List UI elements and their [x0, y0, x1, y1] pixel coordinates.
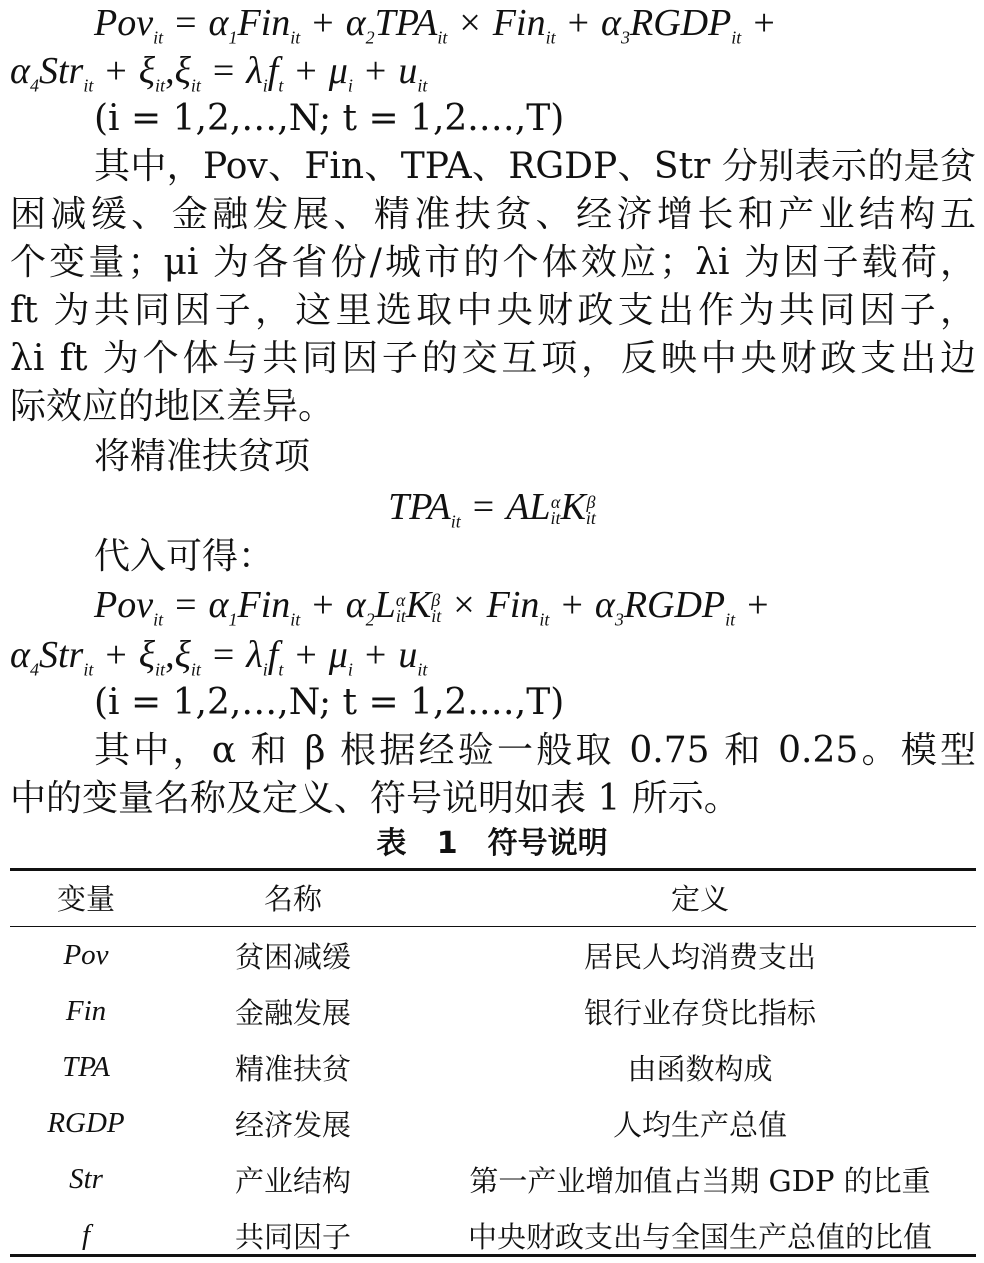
- table-row: [10, 983, 976, 1039]
- cell-variable: RGDP: [47, 1106, 125, 1139]
- table-row: [10, 927, 976, 984]
- table-title: 表 1 符号说明: [376, 826, 608, 861]
- index-range-1: (i = 1,2,…,N; t = 1,2.…,T): [94, 98, 565, 139]
- cell-definition: 由函数构成: [627, 1051, 773, 1086]
- equation-2-line-2: $\alpha_4Str_{it} + \xi_{it},\xi_{it} = \lambda_if_t + \mu_i + u_{it}$: [10, 634, 428, 680]
- symbol-table: [10, 868, 976, 1263]
- paragraph-1-line-6: 际效应的地区差异。: [10, 386, 335, 427]
- paragraph-2-line-1: 其中，α 和 β 根据经验一般取 0.75 和 0.25。模型: [94, 730, 976, 771]
- paragraph-1-line-5: λi ft 为个体与共同因子的交互项，反映中央财政支出边: [10, 338, 976, 379]
- header-name: 名称: [162, 868, 424, 927]
- substitute-text: 代入可得：: [94, 536, 275, 577]
- cell-definition: 人均生产总值: [612, 1107, 787, 1142]
- cell-variable: Fin: [65, 994, 107, 1027]
- cell-name: 经济发展: [234, 1107, 351, 1142]
- equation-1-line-1: $Pov_{it} = \alpha_1Fin_{it} + \alpha_2TPA_{it} \times Fin_{it}$ + $\alpha_3RGDP_{it}$ +: [94, 2, 775, 48]
- table-bottom-rule: [10, 1254, 976, 1257]
- header-definition: 定义: [424, 868, 976, 927]
- paragraph-1-line-3: 个变量；μi 为各省份/城市的个体效应；λi 为因子载荷，: [10, 242, 976, 283]
- cell-definition: 第一产业增加值占当期 GDP 的比重: [469, 1163, 931, 1198]
- cell-name: 共同因子: [234, 1219, 351, 1254]
- table-row: [10, 1095, 976, 1151]
- cell-variable: TPA: [62, 1050, 110, 1083]
- table-header-row: [10, 868, 976, 927]
- cell-name: 贫困减缓: [234, 939, 351, 974]
- index-range-2: (i = 1,2,…,N; t = 1,2.…,T): [94, 682, 565, 723]
- equation-2-line-1: $Pov_{it} = \alpha_1Fin_{it} + \alpha_2L$ α it K β it × $Fin_{it} + \alpha_3RGDP_{it}$ +: [94, 584, 769, 630]
- header-variable: 变量: [10, 868, 162, 927]
- cell-variable: Str: [69, 1162, 103, 1195]
- cell-definition: 中央财政支出与全国生产总值的比值: [467, 1219, 932, 1254]
- tpa-equation: $TPA_{it}$ = AL α it K β it: [388, 486, 596, 532]
- cell-name: 精准扶贫: [234, 1051, 351, 1086]
- cell-definition: 居民人均消费支出: [583, 939, 816, 974]
- paragraph-1-line-1: 其中，Pov、Fin、TPA、RGDP、Str 分别表示的是贫: [94, 146, 976, 187]
- cell-name: 金融发展: [234, 995, 351, 1030]
- table-row: [10, 1039, 976, 1095]
- paragraph-2-line-2: 中的变量名称及定义、符号说明如表 1 所示。: [10, 778, 740, 819]
- table-row: [10, 1151, 976, 1207]
- paragraph-1-line-4: ft 为共同因子，这里选取中央财政支出作为共同因子，: [10, 290, 976, 331]
- paragraph-1-line-2: 困减缓、金融发展、精准扶贫、经济增长和产业结构五: [10, 194, 976, 235]
- cell-variable: Pov: [63, 938, 109, 971]
- cell-definition: 银行业存贷比指标: [583, 995, 816, 1030]
- cell-name: 产业结构: [234, 1163, 351, 1198]
- cell-variable: f: [81, 1218, 91, 1251]
- substitution-intro: 将精准扶贫项: [94, 436, 311, 477]
- equation-1-line-2: $\alpha_4Str_{it} + \xi_{it},\xi_{it} = \lambda_if_t + \mu_i + u_{it}$: [10, 50, 428, 96]
